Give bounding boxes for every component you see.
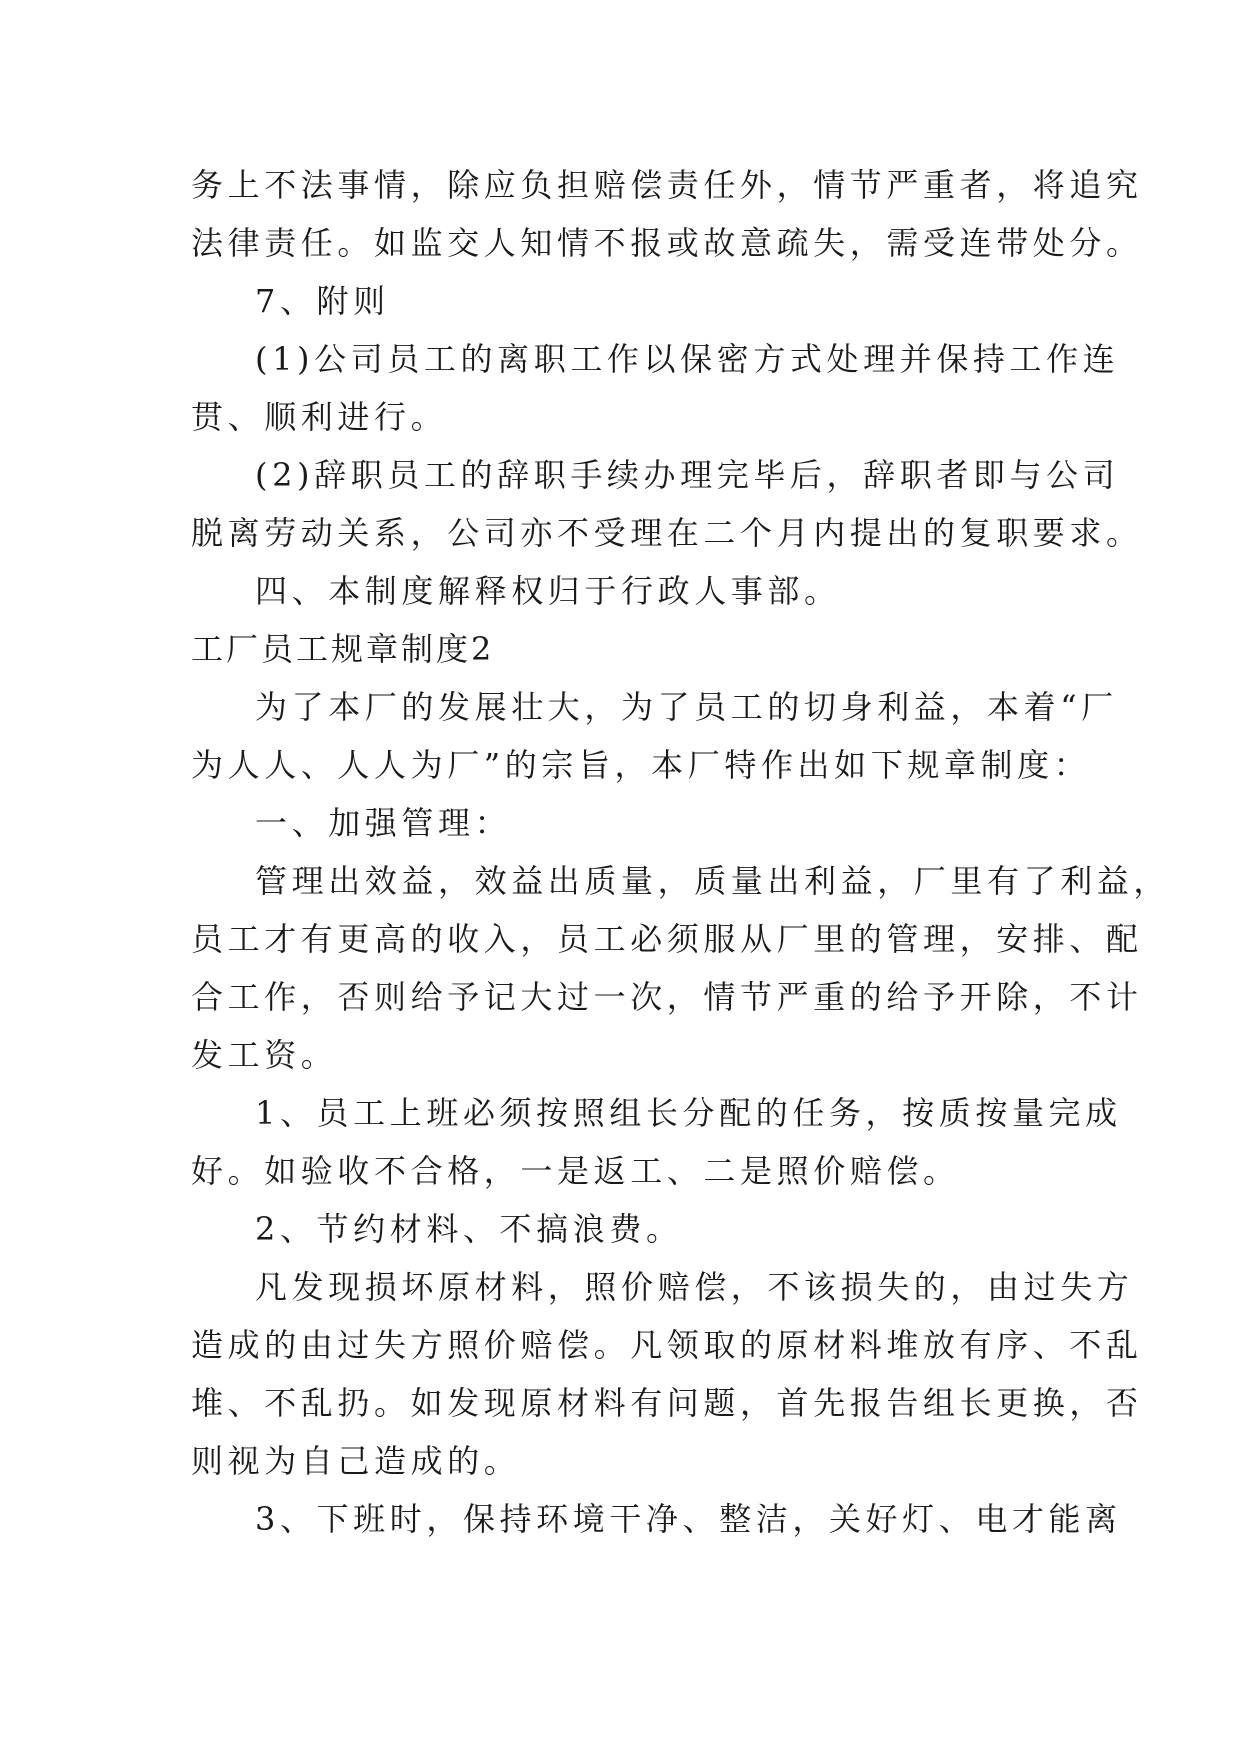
text-line: 四、本制度解释权归于行政人事部。	[255, 572, 841, 610]
document-title: 工厂员工规章制度2	[191, 630, 495, 668]
text-line: 务上不法事情，除应负担赔偿责任外，情节严重者，将追究	[191, 166, 1143, 204]
text-line: 管理出效益，效益出质量，质量出利益，厂里有了利益，	[255, 862, 1171, 900]
section-heading: 7、附则	[255, 282, 390, 320]
text-line: 发工资。	[191, 1036, 338, 1074]
text-line: 为人人、人人为厂”的宗旨，本厂特作出如下规章制度：	[191, 746, 1091, 784]
text-line: 为了本厂的发展壮大，为了员工的切身利益，本着“厂	[255, 688, 1118, 726]
text-line: 员工才有更高的收入，员工必须服从厂里的管理，安排、配	[191, 920, 1143, 958]
text-line: 好。如验收不合格，一是返工、二是照价赔偿。	[191, 1152, 960, 1190]
text-line: 贯、顺利进行。	[191, 398, 448, 436]
text-line: (1)公司员工的离职工作以保密方式处理并保持工作连	[255, 340, 1120, 378]
text-line: 1、员工上班必须按照组长分配的任务，按质按量完成	[255, 1094, 1122, 1132]
text-line: 堆、不乱扔。如发现原材料有问题，首先报告组长更换，否	[191, 1384, 1143, 1422]
text-line: 3、下班时，保持环境干净、整洁，关好灯、电才能离	[255, 1500, 1122, 1538]
text-line: 2、节约材料、不搞浪费。	[255, 1210, 683, 1248]
section-heading: 一、加强管理：	[255, 804, 512, 842]
text-line: 合工作，否则给予记大过一次，情节严重的给予开除，不计	[191, 978, 1143, 1016]
text-line: 法律责任。如监交人知情不报或故意疏失，需受连带处分。	[191, 224, 1143, 262]
text-line: 凡发现损坏原材料，照价赔偿，不该损失的，由过失方	[255, 1268, 1134, 1306]
text-line: 则视为自己造成的。	[191, 1442, 521, 1480]
text-line: 造成的由过失方照价赔偿。凡领取的原材料堆放有序、不乱	[191, 1326, 1143, 1364]
text-line: (2)辞职员工的辞职手续办理完毕后，辞职者即与公司	[255, 456, 1120, 494]
text-line: 脱离劳动关系，公司亦不受理在二个月内提出的复职要求。	[191, 514, 1143, 552]
